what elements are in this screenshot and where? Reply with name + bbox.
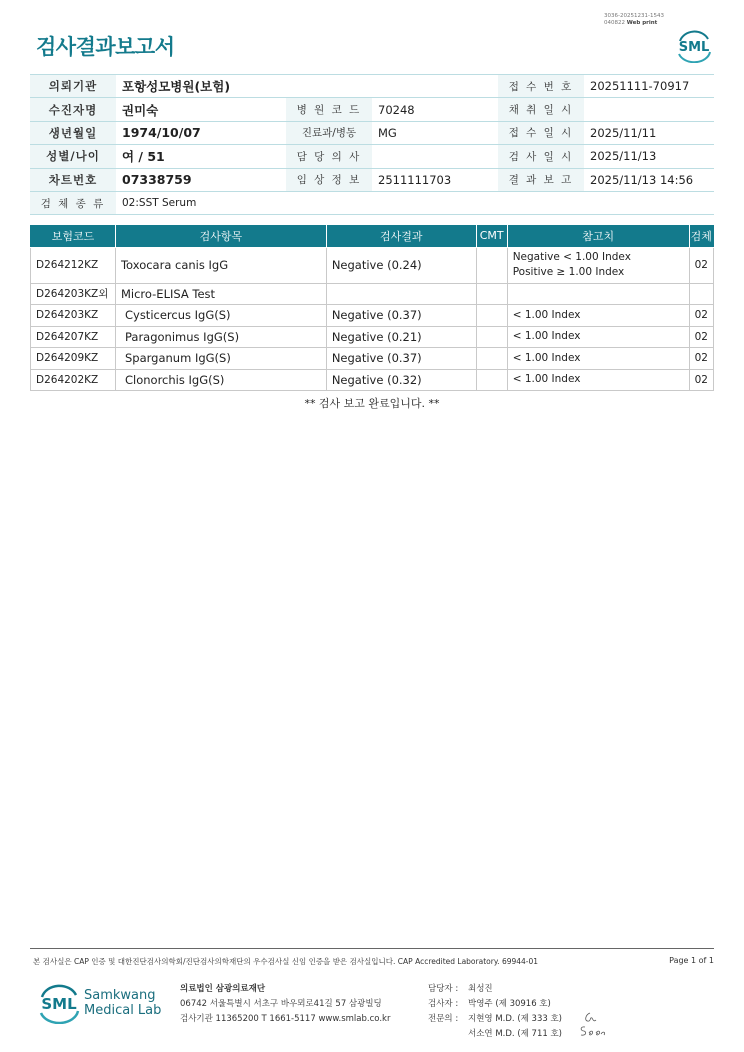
chart-no-value: 07338759 [116,168,286,191]
test-result [326,283,476,305]
test-result: Negative (0.37) [326,348,476,370]
organization-name: 의료법인 삼광의료재단 [180,984,266,994]
info-row [30,98,714,121]
info-row [30,121,714,144]
reference-range: < 1.00 Index [507,326,689,348]
test-result: Negative (0.21) [326,326,476,348]
page-number: Page 1 of 1 [669,956,714,965]
receipt-no-value: 20251111-70917 [584,75,714,98]
staff-row [428,982,562,997]
doctor-value [372,145,498,168]
insurance-code: D264203KZ외 [31,283,116,305]
signature-image [582,1011,598,1025]
info-row [30,75,714,98]
print-code-line: 3036-20251231-1543 [604,13,664,19]
department-label: 진료과/병동 [286,121,372,144]
collection-date-label: 채 취 일 시 [498,98,584,121]
info-row [30,145,714,168]
certification-note: 본 검사실은 CAP 인증 및 대한진단검사의학회/진단검사의학재단의 우수검사실 신임 인증을 받은 검사실입니다. CAP Accredited Laboratory. 69944-01 [33,957,539,966]
test-result: Negative (0.37) [326,305,476,327]
test-item: Toxocara canis IgG [115,247,326,283]
insurance-code: D264212KZ [31,247,116,283]
table-row [31,305,714,327]
report-complete-note: ** 검사 보고 완료입니다. ** [304,397,440,410]
specimen-code: 02 [689,369,713,391]
sex-age-value: 여 / 51 [116,145,286,168]
staff-name: 지현영 M.D. (제 333 호) [468,1014,563,1024]
print-code [604,13,664,27]
specimen-code: 02 [689,348,713,370]
results-table [30,225,714,391]
brand-line-2: Medical Lab [84,1003,162,1018]
report-date-value: 2025/11/13 14:56 [584,168,714,191]
requesting-institution-label: 의뢰기관 [30,75,116,98]
col-header-test-item: 검사항목 [115,225,326,247]
test-item: Clonorchis IgG(S) [115,369,326,391]
staff-row [428,1012,562,1027]
organization-address: 06742 서울특별시 서초구 바우뫼로41길 57 삼광빌딩 [180,999,382,1009]
table-row [31,348,714,370]
test-cmt [476,326,507,348]
reference-range: < 1.00 Index [507,369,689,391]
receipt-date-label: 접 수 일 시 [498,121,584,144]
test-date-label: 검 사 일 시 [498,145,584,168]
logo-text: SML [678,40,710,55]
reference-line: Positive ≥ 1.00 Index [512,266,625,278]
specimen-code: 02 [689,305,713,327]
doctor-label: 담 당 의 사 [286,145,372,168]
specimen-type-value: 02:SST Serum [116,191,714,214]
col-header-cmt: CMT [476,225,507,247]
test-date-value: 2025/11/13 [584,145,714,168]
footer-logo-text: SML [41,995,77,1013]
test-item: Cysticercus IgG(S) [115,305,326,327]
test-cmt [476,247,507,283]
staff-name: 최성진 [468,984,493,994]
clinical-info-value: 2511111703 [372,168,498,191]
info-row [30,191,714,214]
print-label: Web print [626,20,658,26]
reference-range [507,247,689,283]
receipt-no-label: 접 수 번 호 [498,75,584,98]
table-row [31,283,714,305]
test-item: Sparganum IgG(S) [115,348,326,370]
staff-role: 검사자 : [428,999,459,1009]
test-cmt [476,369,507,391]
results-header-row [31,225,714,247]
staff-name: 서소연 M.D. (제 711 호) [468,1029,563,1039]
brand-name [84,988,161,1018]
patient-info-table [30,74,714,215]
table-row [31,247,714,283]
receipt-date-value: 2025/11/11 [584,121,714,144]
insurance-code: D264203KZ [31,305,116,327]
department-value: MG [372,121,498,144]
col-header-reference: 참고치 [507,225,689,247]
test-result: Negative (0.32) [326,369,476,391]
table-row [31,369,714,391]
col-header-insurance-code: 보험코드 [31,225,116,247]
test-cmt [476,348,507,370]
table-row [31,326,714,348]
insurance-code: D264209KZ [31,348,116,370]
insurance-code: D264202KZ [31,369,116,391]
specimen-code [689,283,713,305]
specimen-code: 02 [689,247,713,283]
birth-date-label: 생년월일 [30,121,116,144]
print-id-line [604,20,664,27]
reference-line: Negative < 1.00 Index [512,251,631,263]
test-item: Paragonimus IgG(S) [115,326,326,348]
staff-role: 전문의 : [428,1014,459,1024]
staff-list [428,982,562,1042]
reference-range: < 1.00 Index [507,305,689,327]
sml-logo [674,27,714,63]
requesting-institution-value: 포항성모병원(보험) [116,75,498,98]
patient-name-value: 권미숙 [116,98,286,121]
sml-footer-logo [36,980,82,1024]
organization-contact: 검사기관 11365200 T 1661-5117 www.smlab.co.kr [180,1014,391,1024]
test-cmt [476,305,507,327]
hospital-code-value: 70248 [372,98,498,121]
page-title: 검사결과보고서 [36,35,175,59]
test-item: Micro-ELISA Test [115,283,326,305]
insurance-code: D264207KZ [31,326,116,348]
collection-date-value [584,98,714,121]
specimen-code: 02 [689,326,713,348]
staff-role: 담당자 : [428,984,459,994]
reference-range: < 1.00 Index [507,348,689,370]
specimen-type-label: 검 체 종 류 [30,191,116,214]
organization-info [180,982,390,1027]
footer-divider [30,948,714,949]
report-date-label: 결 과 보 고 [498,168,584,191]
col-header-specimen: 검체 [689,225,713,247]
patient-name-label: 수진자명 [30,98,116,121]
sex-age-label: 성별/나이 [30,145,116,168]
test-result: Negative (0.24) [326,247,476,283]
info-row [30,168,714,191]
test-cmt [476,283,507,305]
print-id: 040822 [604,20,625,26]
staff-row [428,1027,562,1042]
staff-name: 박영주 (제 30916 호) [468,999,551,1009]
birth-date-value: 1974/10/07 [116,121,286,144]
chart-no-label: 차트번호 [30,168,116,191]
brand-line-1: Samkwang [84,988,156,1003]
staff-row [428,997,562,1012]
col-header-result: 검사결과 [326,225,476,247]
clinical-info-label: 임 상 정 보 [286,168,372,191]
reference-range [507,283,689,305]
hospital-code-label: 병 원 코 드 [286,98,372,121]
signature-image [578,1024,606,1038]
